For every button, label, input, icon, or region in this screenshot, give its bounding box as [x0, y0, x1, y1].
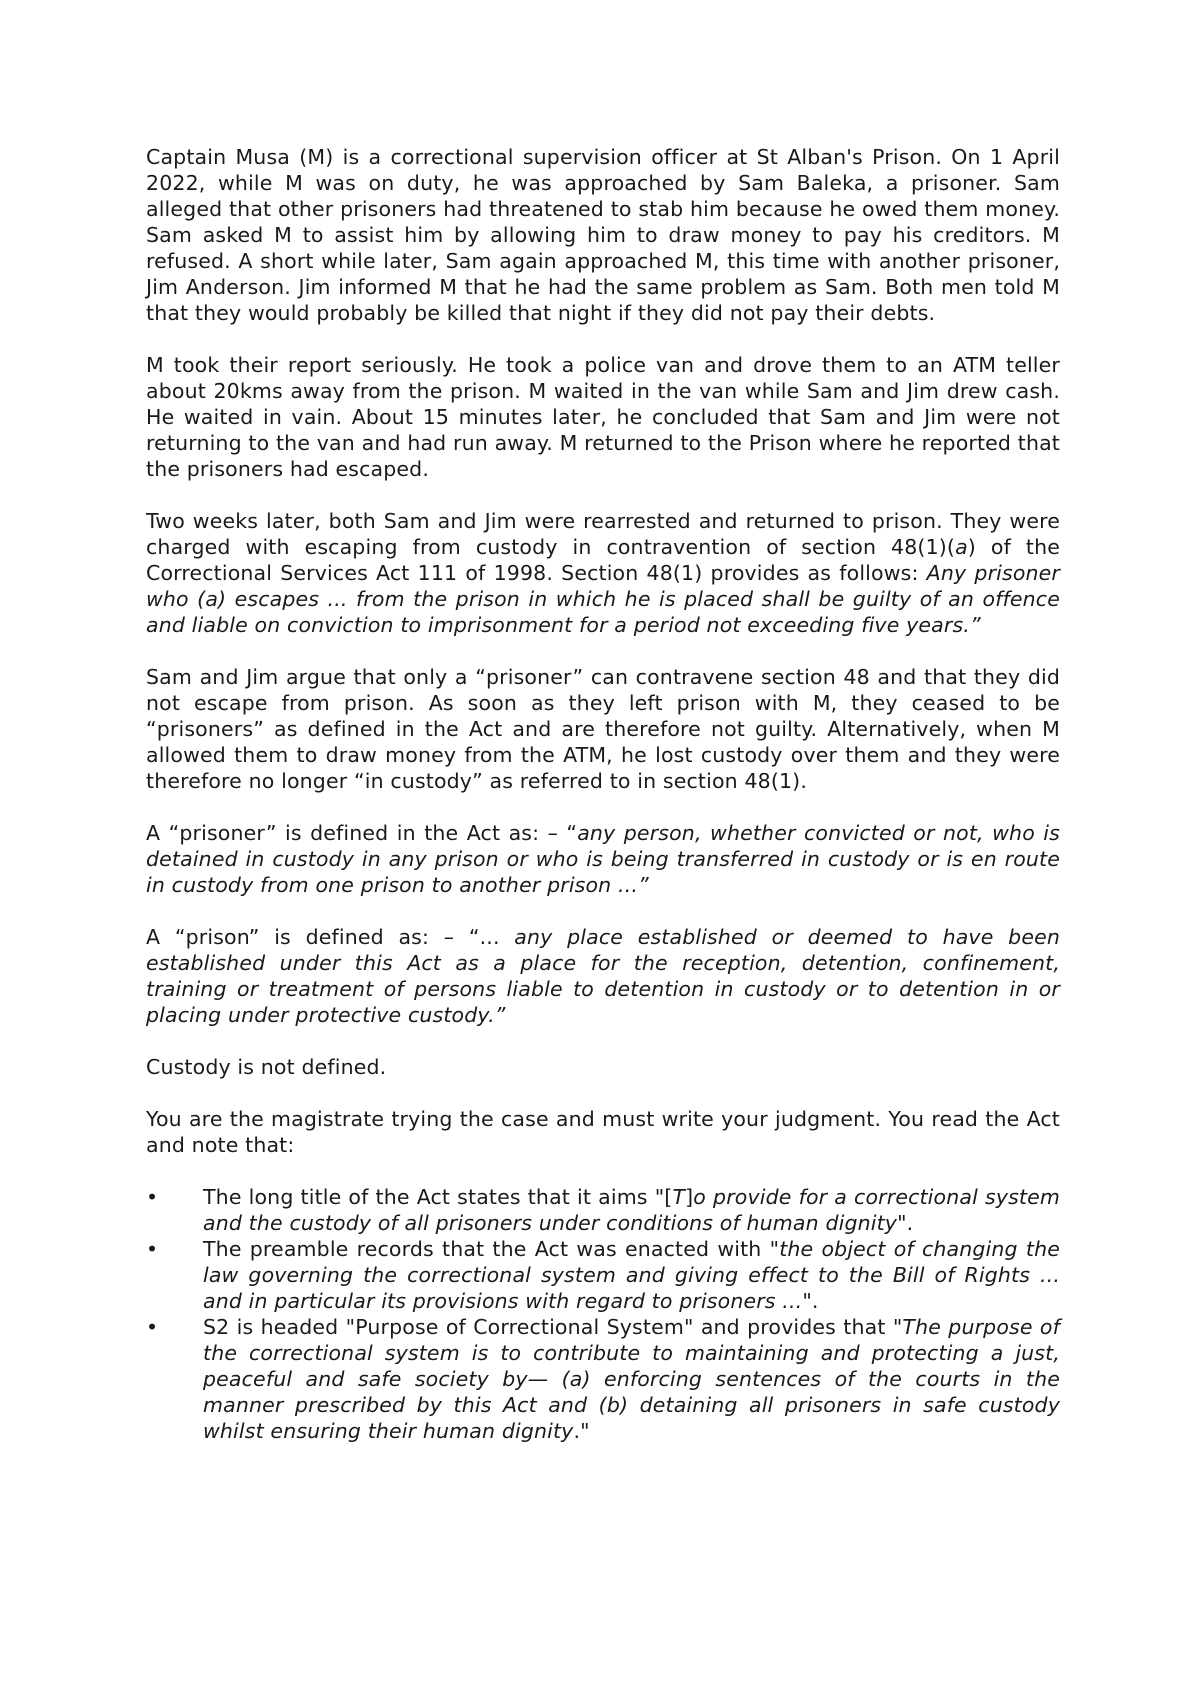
notes-list	[146, 1184, 1060, 1444]
paragraph-text: ) of the Correctional Services Act 111 of 1998. Section 48(1) provides as follows:	[146, 535, 1060, 585]
paragraph-argument	[146, 664, 1060, 794]
list-item-quote: o provide for a correctional system and the custody of all prisoners under conditions of human dignity	[203, 1185, 1060, 1235]
paragraph-text: Two weeks later, both Sam and Jim were rearrested and returned to prison. They were charged with escaping from custody in contravention of section 48(1)(	[146, 509, 1060, 559]
bullet-icon: •	[146, 1315, 159, 1339]
bullet-icon: •	[146, 1185, 159, 1209]
list-item-text: S2 is headed "Purpose of Correctional System" and provides that "	[203, 1315, 903, 1339]
paragraph-prison-definition	[146, 924, 1060, 1028]
document-body	[146, 144, 1060, 1444]
paragraph-text: A “prison” is defined as: – “...	[146, 925, 515, 949]
list-item-quote: The purpose of the correctional system is to contribute to maintaining and protecting a just, peaceful and safe society by— (a) enforcing sentences of the courts in the manner prescribed by this Act and (b) detaining all prisoners in safe custody whilst ensuring their human dignity	[203, 1315, 1060, 1443]
paragraph-prisoner-definition	[146, 820, 1060, 898]
list-item-text: The preamble records that the Act was enacted with "	[203, 1237, 780, 1261]
list-item-quote: the object of changing the law governing the correctional system and giving effect to the Bill of Rights ... and in particular its provisions with regard to prisoners ...	[203, 1237, 1060, 1313]
list-item-text: The long title of the Act states that it aims "[	[203, 1185, 673, 1209]
paragraph-text: Sam and Jim argue that only a “prisoner” can contravene section 48 and that they did not escape from prison. As soon as they left prison with M, they ceased to be “prisoners” as defined in the Act and are therefore not guilty. Alternatively, when M allowed them to draw money from the ATM, he lost custody over them and they were therefore no longer “in custody” as referred to in section 48(1).	[146, 665, 1060, 793]
paragraph-text-italic: a	[955, 535, 968, 559]
paragraph-task	[146, 1106, 1060, 1158]
list-item-preamble	[146, 1236, 1060, 1314]
paragraph-facts-intro	[146, 144, 1060, 326]
paragraph-text: Captain Musa (M) is a correctional supervision officer at St Alban's Prison. On 1 April 2022, while M was on duty, he was approached by Sam Baleka, a prisoner. Sam alleged that other prisoners had threatened to stab him because he owed them money. Sam asked M to assist him by allowing him to draw money to pay his creditors. M refused. A short while later, Sam again approached M, this time with another prisoner, Jim Anderson. Jim informed M that he had the same problem as Sam. Both men told M that they would probably be killed that night if they did not pay their debts.	[146, 145, 1060, 325]
paragraph-text: You are the magistrate trying the case and must write your judgment. You read the Act and note that:	[146, 1107, 1060, 1157]
paragraph-charge	[146, 508, 1060, 638]
list-item-section-2	[146, 1314, 1060, 1444]
bullet-icon: •	[146, 1237, 159, 1261]
statute-quote: Any prisoner who (a) escapes ... from the prison in which he is placed shall be guilty of an offence and liable on conviction to imprisonment for a period not exceeding five years.”	[146, 561, 1060, 637]
list-item-text-italic: T	[672, 1185, 686, 1209]
paragraph-text: Custody is not defined.	[146, 1055, 387, 1079]
paragraph-facts-atm	[146, 352, 1060, 482]
list-item-text: ."	[573, 1419, 590, 1443]
list-item-text: ]	[685, 1185, 694, 1209]
list-item-text: ".	[897, 1211, 914, 1235]
list-item-long-title	[146, 1184, 1060, 1236]
definition-quote: any place established or deemed to have been established under this Act as a place for the reception, detention, confinement, training or treatment of persons liable to detention in custody or to detention in or placing under protective custody.”	[146, 925, 1060, 1027]
list-item-text: ".	[802, 1289, 819, 1313]
paragraph-custody-note	[146, 1054, 1060, 1080]
paragraph-text: A “prisoner” is defined in the Act as: – “	[146, 821, 578, 845]
definition-quote: any person, whether convicted or not, who is detained in custody in any prison or who is being transferred in custody or is en route in custody from one prison to another prison ...”	[146, 821, 1060, 897]
paragraph-text: M took their report seriously. He took a police van and drove them to an ATM teller about 20kms away from the prison. M waited in the van while Sam and Jim drew cash. He waited in vain. About 15 minutes later, he concluded that Sam and Jim were not returning to the van and had run away. M returned to the Prison where he reported that the prisoners had escaped.	[146, 353, 1060, 481]
